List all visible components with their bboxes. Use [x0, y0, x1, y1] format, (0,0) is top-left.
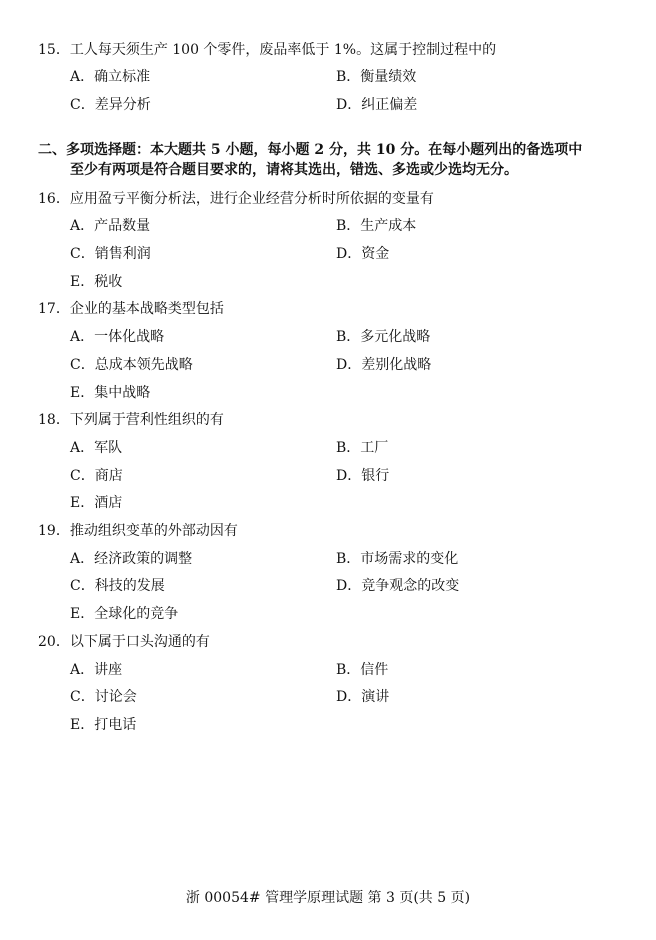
section-2-heading-line-1: 二、多项选择题：本大题共 5 小题，每小题 2 分，共 10 分。在每小题列出的备选项中 [38, 142, 583, 158]
question-16-option-b: B．生产成本 [336, 218, 417, 234]
question-17-option-d: D．差别化战略 [336, 357, 432, 373]
question-17-option-e: E．集中战略 [70, 385, 151, 401]
question-19-option-a: A．经济政策的调整 [70, 551, 193, 567]
section-2-heading-line-2: 至少有两项是符合题目要求的，请将其选出，错选、多选或少选均无分。 [70, 162, 518, 178]
question-20-stem: 20．以下属于口头沟通的有 [38, 634, 210, 650]
question-18-option-e: E．酒店 [70, 495, 123, 511]
question-18-option-a: A．军队 [70, 440, 123, 456]
question-20-option-b: B．信件 [336, 662, 389, 678]
question-15-option-a: A．确立标准 [70, 69, 151, 85]
question-16-option-e: E．税收 [70, 274, 123, 290]
question-20-option-c: C．讨论会 [70, 689, 137, 705]
question-16-stem: 16．应用盈亏平衡分析法，进行企业经营分析时所依据的变量有 [38, 191, 434, 207]
question-19-option-c: C．科技的发展 [70, 578, 165, 594]
question-17-stem: 17．企业的基本战略类型包括 [38, 301, 224, 317]
question-18-stem: 18．下列属于营利性组织的有 [38, 412, 224, 428]
question-17-option-b: B．多元化战略 [336, 329, 431, 345]
question-18-option-c: C．商店 [70, 468, 123, 484]
question-15-option-c: C．差异分析 [70, 97, 151, 113]
question-20-option-d: D．演讲 [336, 689, 390, 705]
section-2-heading [38, 140, 618, 180]
question-18-option-d: D．银行 [336, 468, 390, 484]
page-footer: 浙 00054# 管理学原理试题 第 3 页(共 5 页) [185, 890, 471, 906]
question-16-option-c: C．销售利润 [70, 246, 151, 262]
question-15-option-b: B．衡量绩效 [336, 69, 417, 85]
question-15-option-d: D．纠正偏差 [336, 97, 418, 113]
question-16-option-a: A．产品数量 [70, 218, 151, 234]
question-20-option-e: E．打电话 [70, 717, 137, 733]
question-19-option-d: D．竞争观念的改变 [336, 578, 460, 594]
question-17-option-a: A．一体化战略 [70, 329, 165, 345]
question-16-option-d: D．资金 [336, 246, 390, 262]
question-20-option-a: A．讲座 [70, 662, 123, 678]
question-19-stem: 19．推动组织变革的外部动因有 [38, 523, 238, 539]
question-15-stem: 15．工人每天须生产 100 个零件，废品率低于 1%。这属于控制过程中的 [38, 42, 497, 58]
question-17-option-c: C．总成本领先战略 [70, 357, 193, 373]
question-19-option-b: B．市场需求的变化 [336, 551, 459, 567]
question-18-option-b: B．工厂 [336, 440, 389, 456]
question-19-option-e: E．全球化的竞争 [70, 606, 179, 622]
